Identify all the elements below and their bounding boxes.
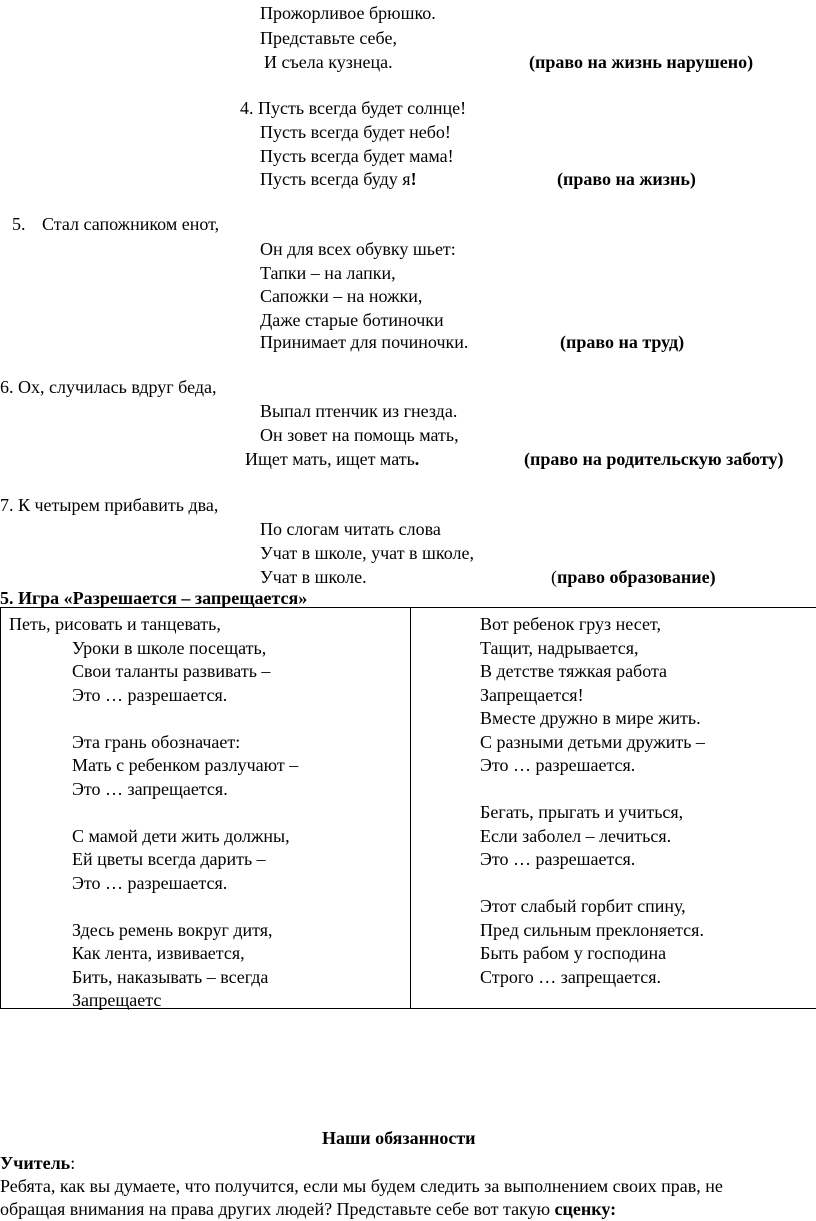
section-heading: Наши обязанности	[322, 1128, 476, 1148]
poem-line	[260, 168, 417, 190]
table-left-line: Эта грань обозначает:	[72, 731, 241, 752]
speaker-colon: :	[70, 1153, 76, 1173]
table-right-line: Если заболел – лечиться.	[480, 825, 672, 846]
table-left-line: Свои таланты развивать –	[72, 661, 271, 681]
speaker-line	[0, 1152, 75, 1174]
table-right-line: Это … разрешается.	[480, 755, 636, 775]
table-left-line: Мать с ребенком разлучают –	[72, 755, 299, 775]
table-left-line: Петь, рисовать и танцевать,	[9, 614, 221, 634]
poem-line: Учат в школе, учат в школе,	[260, 543, 474, 563]
poem-line: Пусть всегда будет мама!	[260, 146, 454, 166]
table-right-line: С разными детьми дружить –	[480, 731, 705, 752]
table-right-line: Вот ребенок груз несет,	[480, 614, 661, 634]
right-label: (право на труд)	[560, 332, 685, 352]
table-right-line: Бегать, прыгать и учиться,	[480, 802, 684, 822]
right-label: (право на жизнь нарушено)	[529, 52, 754, 72]
poem-line: По слогам читать слова	[260, 519, 441, 539]
poem-line: И съела кузнеца.	[264, 52, 393, 72]
poem-line: Прожорливое брюшко.	[260, 3, 436, 23]
table-left-line: Это … разрешается.	[72, 872, 228, 893]
poem-line	[245, 448, 419, 470]
table-right-line: Этот слабый горбит спину,	[480, 896, 686, 916]
table-left-line: Уроки в школе посещать,	[72, 637, 267, 658]
poem-line: Выпал птенчик из гнезда.	[260, 401, 458, 421]
table-left-line: Здесь ремень вокруг дитя,	[72, 919, 273, 940]
poem-line: Стал сапожником енот,	[42, 214, 220, 234]
poem-line: Даже старые ботиночки	[260, 310, 444, 330]
paragraph-line	[0, 1198, 616, 1220]
table-right-line: Пред сильным преклоняется.	[480, 919, 704, 940]
right-label-paren: (	[551, 567, 557, 587]
table-right-line: Строго … запрещается.	[480, 966, 661, 987]
table-left-line: Бить, наказывать – всегда	[72, 966, 269, 987]
poem-punct: !	[410, 169, 417, 189]
table-right-line: Тащит, надрывается,	[480, 637, 639, 658]
poem-text: Пусть всегда буду я	[260, 169, 411, 189]
table-left-line: С мамой дети жить должны,	[72, 825, 290, 846]
poem-line: Сапожки – на ножки,	[260, 286, 423, 306]
paragraph-bold: сценку:	[554, 1199, 617, 1219]
right-label: (право на жизнь)	[557, 169, 696, 189]
table-left-line: Это … разрешается.	[72, 684, 228, 705]
right-label: (право на родительскую заботу)	[524, 449, 784, 469]
table-right-line: Это … разрешается.	[480, 849, 636, 869]
poem-text: Ищет мать, ищет мать	[245, 449, 415, 469]
table-left-line: Запрещаетс	[72, 990, 162, 1010]
poem-number: 5.	[12, 214, 26, 234]
table-left-line: Это … запрещается.	[72, 778, 228, 799]
table-left-line: Ей цветы всегда дарить –	[72, 849, 266, 869]
poem-line: 6. Ох, случилась вдруг беда,	[0, 377, 217, 397]
game-heading: 5. Игра «Разрешается – запрещается»	[0, 588, 308, 608]
table-divider	[410, 608, 411, 1008]
paragraph-line: Ребята, как вы думаете, что получится, если мы будем следить за выполнением своих прав, не	[0, 1176, 723, 1196]
poem-line: Представьте себе,	[260, 28, 397, 48]
table-right-line: Быть рабом у господина	[480, 943, 667, 963]
poem-line: Пусть всегда будет небо!	[260, 122, 451, 142]
poem-line: 4. Пусть всегда будет солнце!	[240, 98, 467, 118]
poem-line: 7. К четырем прибавить два,	[0, 495, 219, 515]
poem-line: Принимает для починочки.	[260, 332, 469, 352]
right-label-text: право образование)	[557, 567, 716, 587]
table-right-line: Вместе дружно в мире жить.	[480, 708, 701, 728]
table-right-line: В детстве тяжкая работа	[480, 661, 668, 681]
poem-line: Учат в школе.	[260, 567, 367, 587]
table-right-line: Запрещается!	[480, 684, 584, 705]
right-label	[551, 566, 716, 588]
table-left-line: Как лента, извивается,	[72, 943, 245, 963]
paragraph-text: обращая внимания на права других людей? Представьте себе вот такую	[0, 1199, 555, 1219]
poem-line: Он для всех обувку шьет:	[260, 239, 456, 259]
game-table	[0, 607, 816, 1009]
speaker-name: Учитель	[0, 1153, 71, 1173]
poem-line: Он зовет на помощь мать,	[260, 425, 459, 445]
poem-punct: .	[414, 449, 420, 469]
poem-line: Тапки – на лапки,	[260, 263, 396, 283]
